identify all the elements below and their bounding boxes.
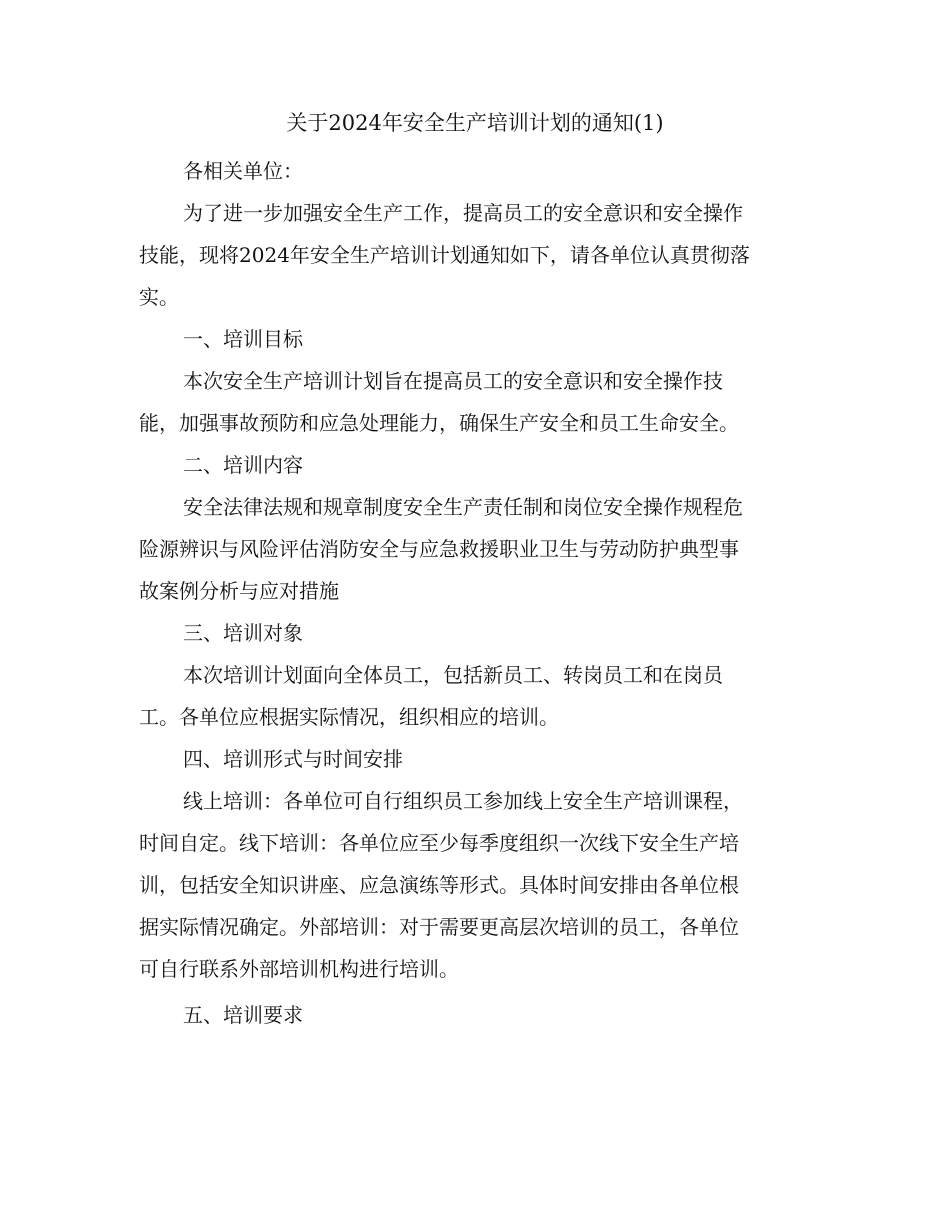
format-line: 训，包括安全知识讲座、应急演练等形式。具体时间安排由各单位根 xyxy=(139,873,739,897)
content-line: 安全法律法规和规章制度安全生产责任制和岗位安全操作规程危 xyxy=(183,495,743,519)
audience-line: 本次培训计划面向全体员工，包括新员工、转岗员工和在岗员 xyxy=(183,663,723,687)
intro-line: 为了进一步加强安全生产工作，提高员工的安全意识和安全操作 xyxy=(183,201,743,225)
document-title: 关于2024年安全生产培训计划的通知(1) xyxy=(286,111,664,135)
goals-line: 本次安全生产培训计划旨在提高员工的安全意识和安全操作技 xyxy=(183,369,723,393)
section-heading-requirements: 五、培训要求 xyxy=(183,1003,303,1027)
format-line: 据实际情况确定。外部培训：对于需要更高层次培训的员工，各单位 xyxy=(139,915,739,939)
goals-line: 能，加强事故预防和应急处理能力，确保生产安全和员工生命安全。 xyxy=(139,411,739,435)
salutation: 各相关单位： xyxy=(183,159,303,183)
section-heading-format: 四、培训形式与时间安排 xyxy=(183,747,403,771)
audience-line: 工。各单位应根据实际情况，组织相应的培训。 xyxy=(139,705,559,729)
section-heading-content: 二、培训内容 xyxy=(183,453,303,477)
section-heading-goals: 一、培训目标 xyxy=(183,327,303,351)
intro-line: 实。 xyxy=(139,285,179,309)
content-line: 故案例分析与应对措施 xyxy=(139,579,339,603)
section-heading-audience: 三、培训对象 xyxy=(183,621,303,645)
format-line: 线上培训：各单位可自行组织员工参加线上安全生产培训课程， xyxy=(183,789,743,813)
intro-line: 技能，现将2024年安全生产培训计划通知如下，请各单位认真贯彻落 xyxy=(139,243,750,267)
format-line: 时间自定。线下培训：各单位应至少每季度组织一次线下安全生产培 xyxy=(139,831,739,855)
format-line: 可自行联系外部培训机构进行培训。 xyxy=(139,957,459,981)
content-line: 险源辨识与风险评估消防安全与应急救援职业卫生与劳动防护典型事 xyxy=(139,537,739,561)
